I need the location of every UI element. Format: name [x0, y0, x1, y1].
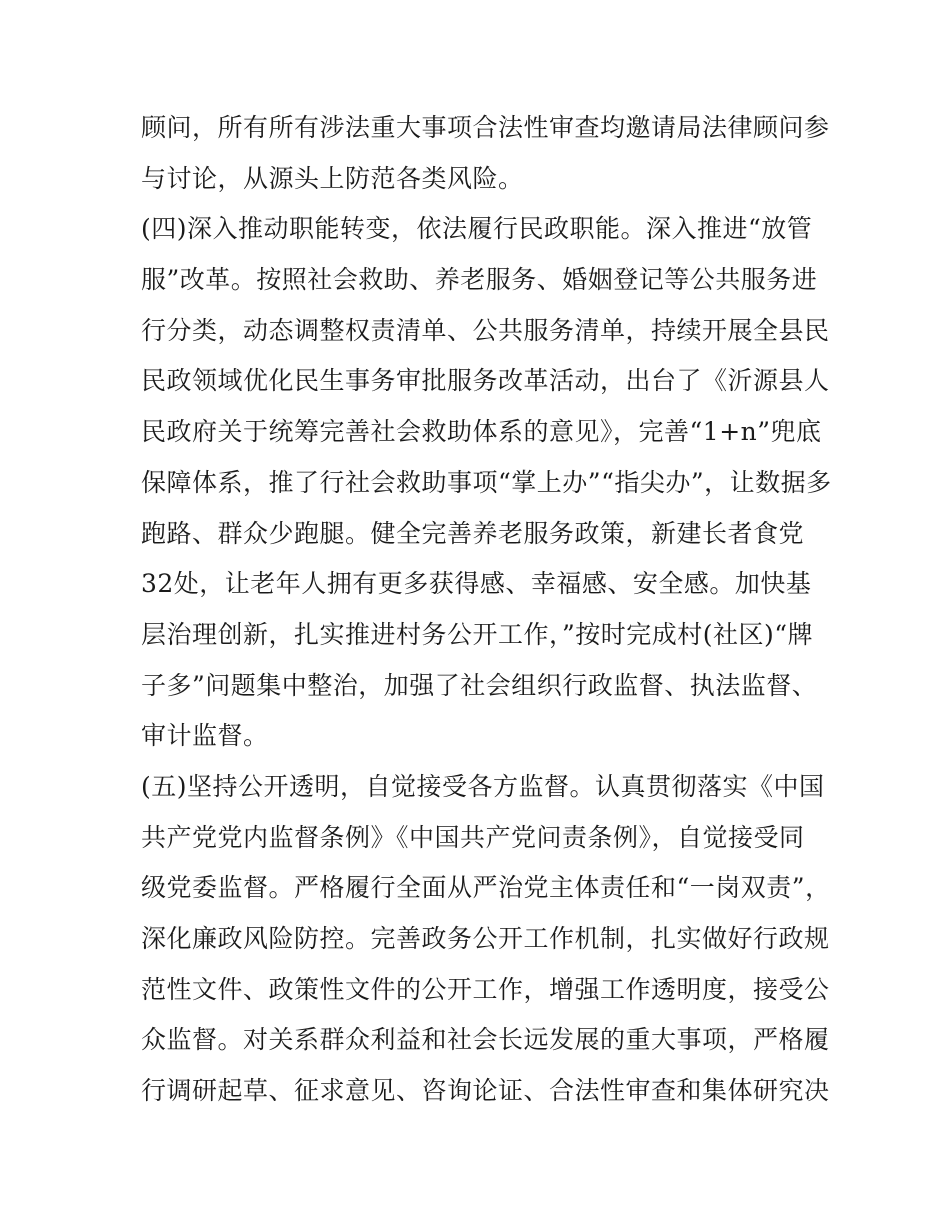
text-line: 跑路、群众少跑腿。健全完善养老服务政策，新建长者食党: [141, 518, 805, 548]
text-line: 行分类，动态调整权责清单、公共服务清单，持续开展全县民: [141, 315, 830, 345]
text-line: 层治理创新，扎实推进村务公开工作，”按时完成村(社区)“牌: [141, 619, 814, 649]
text-line: 顾问，所有所有涉法重大事项合法性审查均邀请局法律顾问参: [141, 113, 830, 142]
text-line: 共产党党内监督条例》《中国共产党问责条例》，自觉接受同: [141, 822, 805, 852]
body-text: [141, 103, 832, 1117]
text-line: 服”改革。按照社会救助、养老服务、婚姻登记等公共服务进: [141, 265, 818, 295]
text-line: 保障体系，推了行社会救助事项“掌上办”“指尖办”，让数据多: [141, 467, 832, 497]
text-line: 民政领域优化民生事务审批服务改革活动，出台了《沂源县人: [141, 366, 830, 396]
text-line: 审计监督。: [141, 721, 269, 751]
text-line: 范性文件、政策性文件的公开工作，增强工作透明度，接受公: [141, 974, 830, 1004]
text-line: 众监督。对关系群众利益和社会长远发展的重大事项，严格履: [141, 1025, 830, 1055]
text-line: (五)坚持公开透明，自觉接受各方监督。认真贯彻落实《中国: [141, 771, 825, 801]
text-line: 子多”问题集中整治，加强了社会组织行政监督、执法监督、: [141, 670, 818, 700]
text-line: 行调研起草、征求意见、咨询论证、合法性审查和集体研究决: [141, 1076, 830, 1106]
text-line: 与讨论，从源头上防范各类风险。: [141, 163, 524, 193]
text-line: 民政府关于统筹完善社会救助体系的意见》，完善“1+n”兜底: [141, 417, 822, 447]
text-line: (四)深入推动职能转变，依法履行民政职能。深入推进“放管: [141, 214, 813, 244]
text-line: 深化廉政风险防控。完善政务公开工作机制，扎实做好行政规: [141, 924, 830, 953]
text-line: 级党委监督。严格履行全面从严治党主体责任和“一岗双责”，: [141, 873, 831, 903]
text-line: 32处，让老年人拥有更多获得感、幸福感、安全感。加快基: [141, 569, 812, 599]
